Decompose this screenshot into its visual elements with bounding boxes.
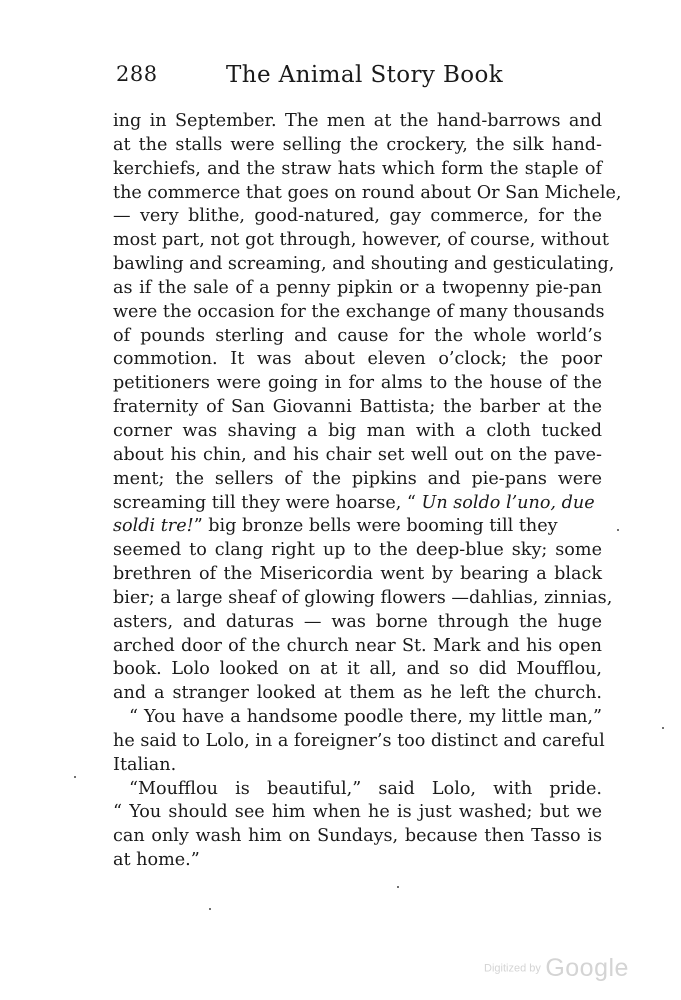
text-line: seemed to clang right up to the deep-blue sky; some	[113, 540, 602, 561]
text-line: ing in September. The men at the hand-barrows and	[113, 111, 602, 131]
print-speck	[662, 727, 664, 729]
print-speck	[209, 908, 211, 910]
text-line: asters, and daturas — was borne through the huge	[113, 611, 602, 632]
text-line: can only wash him on Sundays, because then Tasso is	[113, 826, 602, 847]
text-line: fraternity of San Giovanni Battista; the barber at the	[113, 397, 602, 418]
text-line: most part, not got through, however, of course, without	[113, 230, 610, 251]
watermark-brand: Google	[545, 954, 629, 982]
page-header	[116, 62, 602, 92]
text-line: “ You should see him when he is just washed; but we	[113, 802, 602, 823]
text-segment: ” big bronze bells were booming till they	[193, 516, 558, 537]
text-line: ment; the sellers of the pipkins and pie-pans were	[113, 468, 602, 489]
text-line: he said to Lolo, in a foreigner’s too distinct and careful	[113, 730, 605, 751]
text-line	[113, 515, 602, 539]
text-line: at home.”	[113, 850, 200, 871]
digitized-watermark	[484, 954, 629, 983]
text-line: were the occasion for the exchange of many thousands	[113, 301, 605, 322]
text-line: petitioners were going in for alms to the house of the	[113, 373, 602, 394]
text-line: bier; a large sheaf of glowing flowers —dahlias, zinnias,	[113, 587, 613, 608]
text-segment: screaming till they were hoarse, “	[113, 492, 422, 513]
print-speck	[617, 529, 619, 531]
text-line: Italian.	[113, 754, 177, 775]
page-number: 288	[116, 62, 158, 86]
text-line: bawling and screaming, and shouting and gesticulating,	[113, 254, 615, 275]
running-head: The Animal Story Book	[226, 62, 504, 88]
text-line: “ You have a handsome poodle there, my little man,”	[129, 707, 602, 728]
text-line: “Moufflou is beautiful,” said Lolo, with pride.	[129, 778, 602, 799]
text-line: kerchiefs, and the straw hats which form the staple of	[113, 158, 602, 179]
text-line: brethren of the Misericordia went by bearing a black	[113, 564, 602, 585]
text-line: corner was shaving a big man with a cloth tucked	[113, 420, 602, 441]
text-line	[113, 492, 602, 516]
body-text	[113, 110, 622, 873]
watermark-prefix: Digitized by	[484, 962, 541, 975]
text-line: the commerce that goes on round about Or San Michele,	[113, 182, 622, 203]
text-line: arched door of the church near St. Mark and his open	[113, 635, 602, 656]
text-line: of pounds sterling and cause for the whole world’s	[113, 325, 602, 346]
text-line: at the stalls were selling the crockery, the silk hand-	[113, 134, 602, 155]
text-line: and a stranger looked at them as he left the church.	[113, 683, 602, 704]
italic-quote: soldi tre!	[113, 516, 194, 537]
print-speck	[74, 776, 76, 778]
text-line: book. Lolo looked on at it all, and so did Moufflou,	[113, 659, 602, 680]
text-line: about his chin, and his chair set well out on the pave-	[113, 444, 602, 465]
italic-quote: Un soldo l’uno, due	[421, 492, 595, 513]
text-line: — very blithe, good-natured, gay commerce, for the	[113, 206, 602, 227]
print-speck	[397, 886, 399, 888]
text-line: commotion. It was about eleven o’clock; the poor	[113, 349, 602, 370]
text-line: as if the sale of a penny pipkin or a twopenny pie-pan	[113, 277, 602, 298]
